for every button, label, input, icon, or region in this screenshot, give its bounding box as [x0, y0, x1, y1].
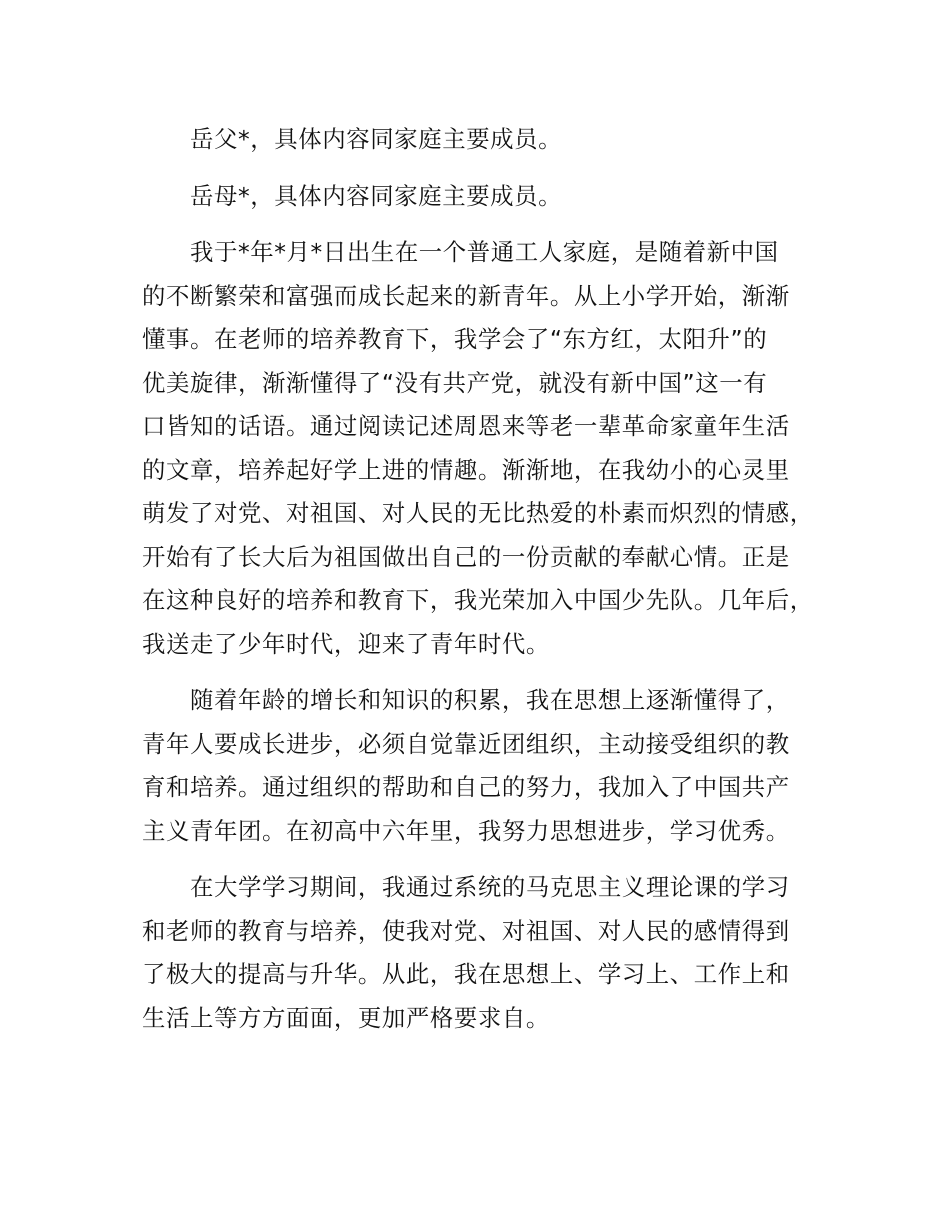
paragraph-mother-in-law	[142, 175, 832, 219]
text-line: 随着年龄的增长和知识的积累，我在思想上逐渐懂得了，	[190, 686, 790, 714]
text-line: 岳母*，具体内容同家庭主要成员。	[190, 181, 563, 210]
text-line: 了极大的提高与升华。从此，我在思想上、学习上、工作上和	[142, 960, 790, 988]
text-line: 的不断繁荣和富强而成长起来的新青年。从上小学开始，渐渐	[142, 281, 790, 310]
text-line: 青年人要成长进步，必须自觉靠近团组织，主动接受组织的教	[142, 729, 790, 758]
text-line: 我送走了少年时代，迎来了青年时代。	[142, 629, 550, 658]
document-page	[142, 118, 832, 1053]
text-line: 生活上等方方面面，更加严格要求自。	[142, 1003, 550, 1032]
text-line: 萌发了对党、对祖国、对人民的无比热爱的朴素而炽烈的情感，	[142, 499, 814, 527]
text-line: 岳父*，具体内容同家庭主要成员。	[190, 125, 563, 153]
text-line: 懂事。在老师的培养教育下，我学会了“东方红，太阳升”的	[142, 325, 768, 353]
text-line: 和老师的教育与培养，使我对党、对祖国、对人民的感情得到	[142, 916, 790, 945]
text-line: 口皆知的话语。通过阅读记述周恩来等老一辈革命家童年生活	[142, 412, 790, 440]
text-line: 的文章，培养起好学上进的情趣。渐渐地，在我幼小的心灵里	[142, 455, 790, 484]
text-line: 我于*年*月*日出生在一个普通工人家庭，是随着新中国	[190, 238, 779, 266]
text-line: 主义青年团。在初高中六年里，我努力思想进步，学习优秀。	[142, 816, 790, 845]
text-line: 育和培养。通过组织的帮助和自己的努力，我加入了中国共产	[142, 773, 790, 801]
text-line: 在大学学习期间，我通过系统的马克思主义理论课的学习	[190, 873, 790, 901]
text-line: 开始有了长大后为祖国做出自己的一份贡献的奉献心情。正是	[142, 542, 790, 571]
text-line: 优美旋律，渐渐懂得了“没有共产党，就没有新中国”这一有	[142, 368, 768, 397]
paragraph-university	[142, 866, 832, 1040]
paragraph-father-in-law	[142, 118, 832, 162]
paragraph-youth-league	[142, 679, 832, 853]
paragraph-childhood	[142, 231, 832, 666]
text-line: 在这种良好的培养和教育下，我光荣加入中国少先队。几年后，	[142, 586, 814, 614]
